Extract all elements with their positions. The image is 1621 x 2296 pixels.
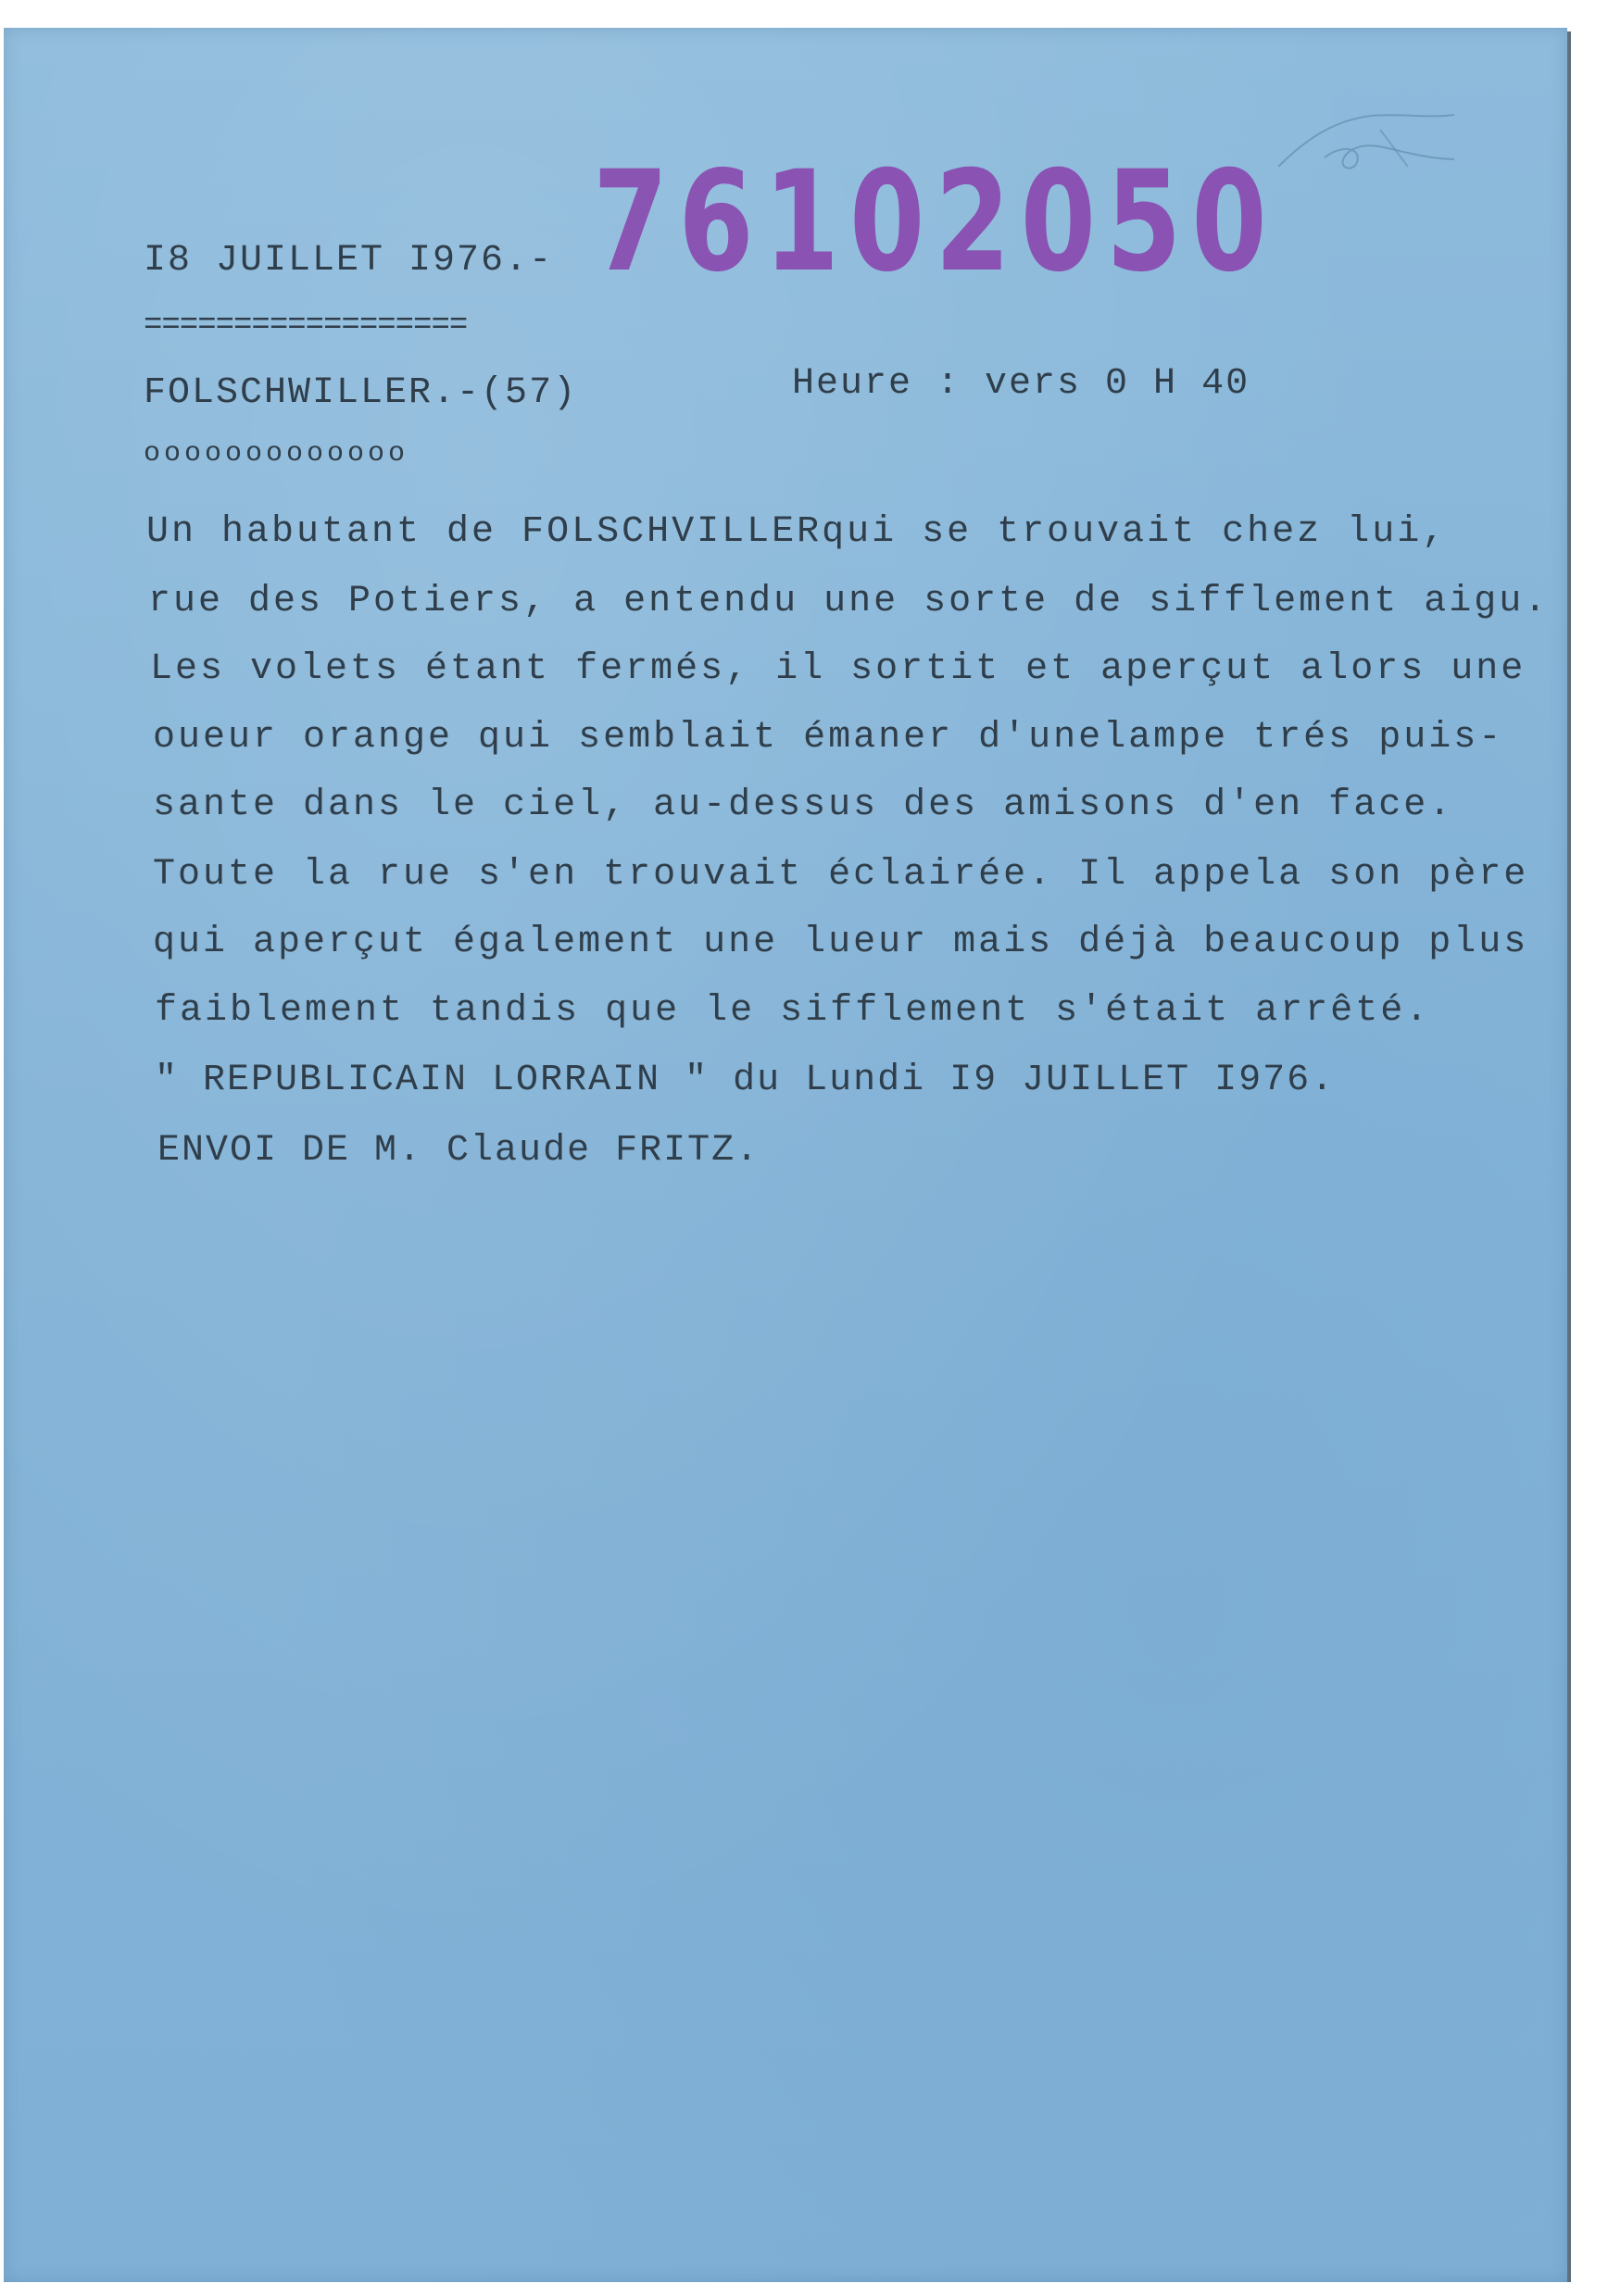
body-line: faiblement tandis que le sifflement s'était arrêté. [155, 990, 1431, 1032]
body-line: rue des Potiers, a entendu une sorte de sifflement aigu. [148, 581, 1550, 622]
body-line: Toute la rue s'en trouvait éclairée. Il appela son père [153, 854, 1529, 896]
circle-divider: ooooooooooooo [144, 438, 409, 470]
scan-edge [1567, 31, 1571, 2282]
body-line: Un habutant de FOLSCHVILLERqui se trouvait chez lui, [146, 511, 1448, 553]
body-line: Les volets étant fermés, il sortit et aperçut alors une [150, 648, 1527, 690]
body-line: oueur orange qui semblait émaner d'unelampe trés puis- [153, 717, 1504, 759]
stamp-number: 76102050 [593, 142, 1277, 303]
sender-line: ENVOI DE M. Claude FRITZ. [157, 1130, 760, 1172]
date-line: I8 JUILLET I976.- [144, 240, 554, 282]
place-heading: FOLSCHWILLER.-(57) [144, 372, 578, 414]
handwritten-initials [1269, 102, 1473, 185]
time-heading: Heure : vers 0 H 40 [792, 363, 1250, 405]
date-underline: ================== [144, 308, 468, 344]
source-line: " REPUBLICAIN LORRAIN " du Lundi I9 JUILLET I976. [155, 1060, 1336, 1101]
body-line: sante dans le ciel, au-dessus des amisons d'en face. [153, 784, 1454, 826]
body-line: qui aperçut également une lueur mais déjà beaucoup plus [153, 922, 1529, 963]
